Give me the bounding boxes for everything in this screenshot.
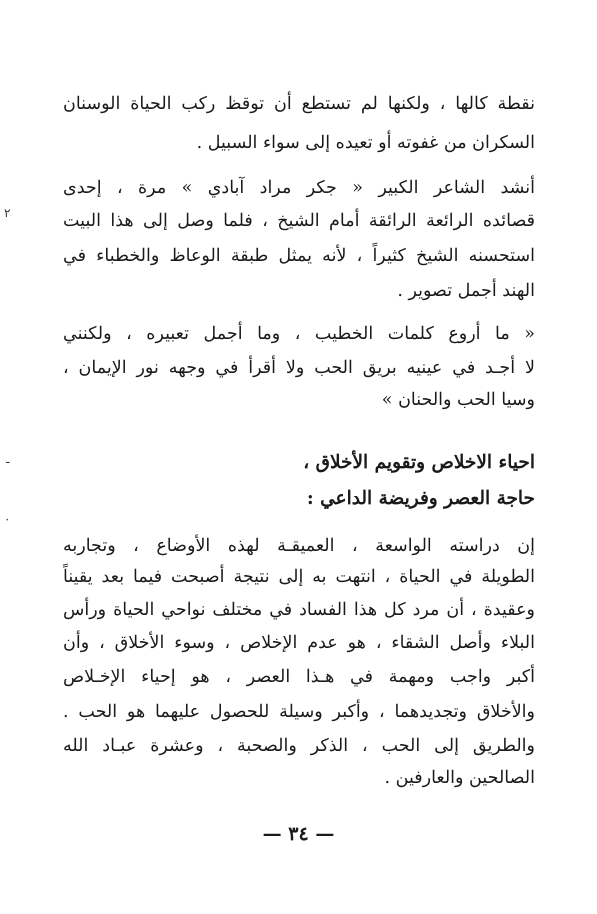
text-line: استحسنه الشيخ كثيراً ، لأنه يمثل طبقة الوعاظ والخطباء في: [63, 246, 535, 266]
text-line: والطريق إلى الحب ، الذكر والصحبة ، وعشرة عبـاد الله: [63, 736, 535, 756]
text-line: أنشد الشاعر الكبير « جكر مراد آبادي » مرة ، إحدى: [63, 178, 535, 198]
section-heading: حاجة العصر وفريضة الداعي :: [306, 488, 535, 509]
text-line: والأخلاق وتجديدهما ، وأكبر وسيلة للحصول عليهما هو الحب .: [63, 702, 535, 722]
page-number: — ٣٤ —: [262, 823, 335, 845]
text-line: قصائده الرائعة الرائقة أمام الشيخ ، فلما وصل إلى هذا البيت: [63, 211, 535, 231]
text-line: الصالحين والعارفين .: [384, 768, 535, 788]
text-line: السكران من غفوته أو تعيده إلى سواء السبيل .: [196, 133, 535, 153]
margin-mark: ـ: [6, 452, 10, 466]
text-line: إن دراسته الواسعة ، العميقـة لهذه الأوضاع ، وتجاربه: [63, 536, 535, 556]
text-line: وعقيدة ، أن مرد كل هذا الفساد في مختلف نواحي الحياة ورأس: [63, 600, 535, 620]
text-line: الهند أجمل تصوير .: [397, 281, 535, 301]
margin-mark: ٢: [4, 206, 11, 220]
margin-mark: ٠: [4, 512, 11, 526]
text-line: الطويلة في الحياة ، انتهت به إلى نتيجة أصبحت فيما بعد يقيناً: [63, 567, 535, 587]
text-line: أكبر واجب ومهمة في هـذا العصر ، هو إحياء الإخـلاص: [63, 667, 535, 687]
text-line: نقطة كالها ، ولكنها لم تستطع أن توقظ ركب الحياة الوسنان: [63, 94, 535, 114]
text-line: وسيا الحب والحنان »: [381, 390, 535, 410]
text-line: البلاء وأصل الشقاء ، هو عدم الإخلاص ، وسوء الأخلاق ، وأن: [63, 633, 535, 653]
text-line: « ما أروع كلمات الخطيب ، وما أجمل تعبيره ، ولكنني: [63, 324, 535, 344]
text-line: لا أجـد في عينيه بريق الحب ولا أقرأ في وجهه نور الإيمان ،: [63, 358, 535, 378]
section-heading: احياء الاخلاص وتقويم الأخلاق ،: [303, 452, 535, 473]
